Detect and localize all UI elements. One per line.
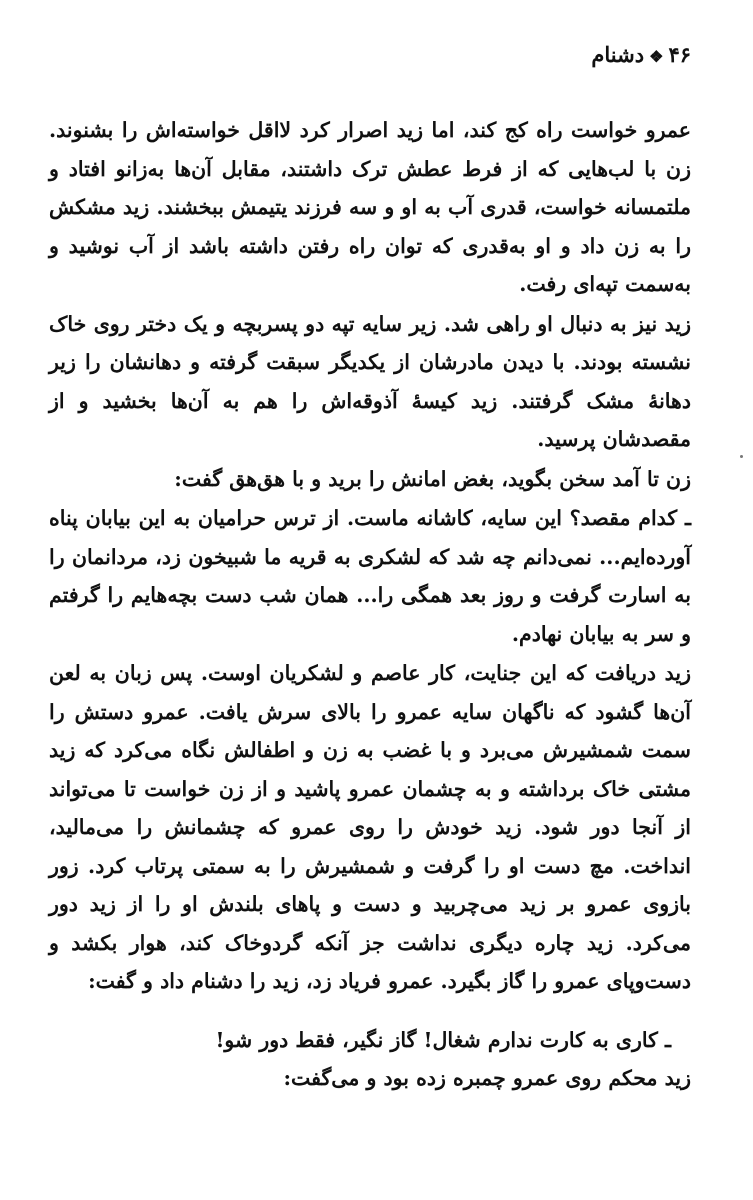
book-title: دشنام	[591, 42, 645, 67]
page-number: ۴۶	[668, 42, 691, 67]
running-header	[591, 40, 691, 72]
dialogue-2: ـ کاری به کارت ندارم شغال! گاز نگیر، فقط دور شو!	[215, 1027, 671, 1052]
paragraph-2: زید نیز به دنبال او راهی شد. زیر سایه تپه دو پسربچه و یک دختر روی خاک نشسته بودند. با دیدن مادرشان از یکدیگر سبقت گرفته و دهانشان را زیر دهانهٔ مشک گرفتند. زید کیسهٔ آذوقه‌اش را هم به آن‌ها بخشید و از مقصدشان پرسید.	[49, 311, 691, 451]
body-text	[49, 111, 691, 1099]
paragraph-4: زید دریافت که این جنایت، کار عاصم و لشکریان اوست. پس زبان به لعن آن‌ها گشود که ناگهان سایه عمرو را بالای سرش یافت. عمرو دستش را سمت شمشیرش می‌برد و با غضب به زن و اطفالش نگاه می‌کرد که زید مشتی خاک برداشته و به چشمان عمرو پاشید و از زن خواست تا می‌تواند از آنجا دور شود. زید خودش را روی عمرو که چشمانش را می‌مالید، انداخت. مچ دست او را گرفت و شمشیرش را به سمتی پرتاب کرد. زور بازوی عمرو بر زید می‌چربید و دست و پاهای بلندش او را از زید دور می‌کرد. زید چاره دیگری نداشت جز آنکه گردوخاک کند، هوار بکشد و دست‌وپای عمرو را گاز بگیرد. عمرو فریاد زد، زید را دشنام داد و گفت:	[49, 661, 691, 993]
scan-speck	[740, 455, 743, 458]
dialogue-1: ـ کدام مقصد؟ این سایه، کاشانه ماست. از ترس حرامیان به این بیابان پناه آورده‌ایم... نمی‌دانم چه شد که لشکری به قریه ما شبیخون زد، مردانمان را به اسارت گرفت و روز بعد همگی را... همان شب دست بچه‌هایم را گرفتم و سر به بیابان نهادم.	[49, 506, 691, 646]
paragraph-5: زید محکم روی عمرو چمبره زده بود و می‌گفت:	[283, 1066, 691, 1090]
paragraph-3: زن تا آمد سخن بگوید، بغض امانش را برید و با هق‌هق گفت:	[174, 466, 691, 491]
paragraph-1: عمرو خواست راه کج کند، اما زید اصرار کرد لااقل خواسته‌اش را بشنوند. زن با لب‌هایی که از فرط عطش ترک داشتند، مقابل آن‌ها به‌زانو افتاد و ملتمسانه خواست، قدری آب به او و سه فرزند یتیمش ببخشند. زید مشکش را به زن داد و او به‌قدری که توان راه رفتن داشته باشد از آب نوشید و به‌سمت تپه‌ای رفت.	[49, 118, 691, 296]
header-ornament-icon: ❖	[649, 47, 664, 66]
